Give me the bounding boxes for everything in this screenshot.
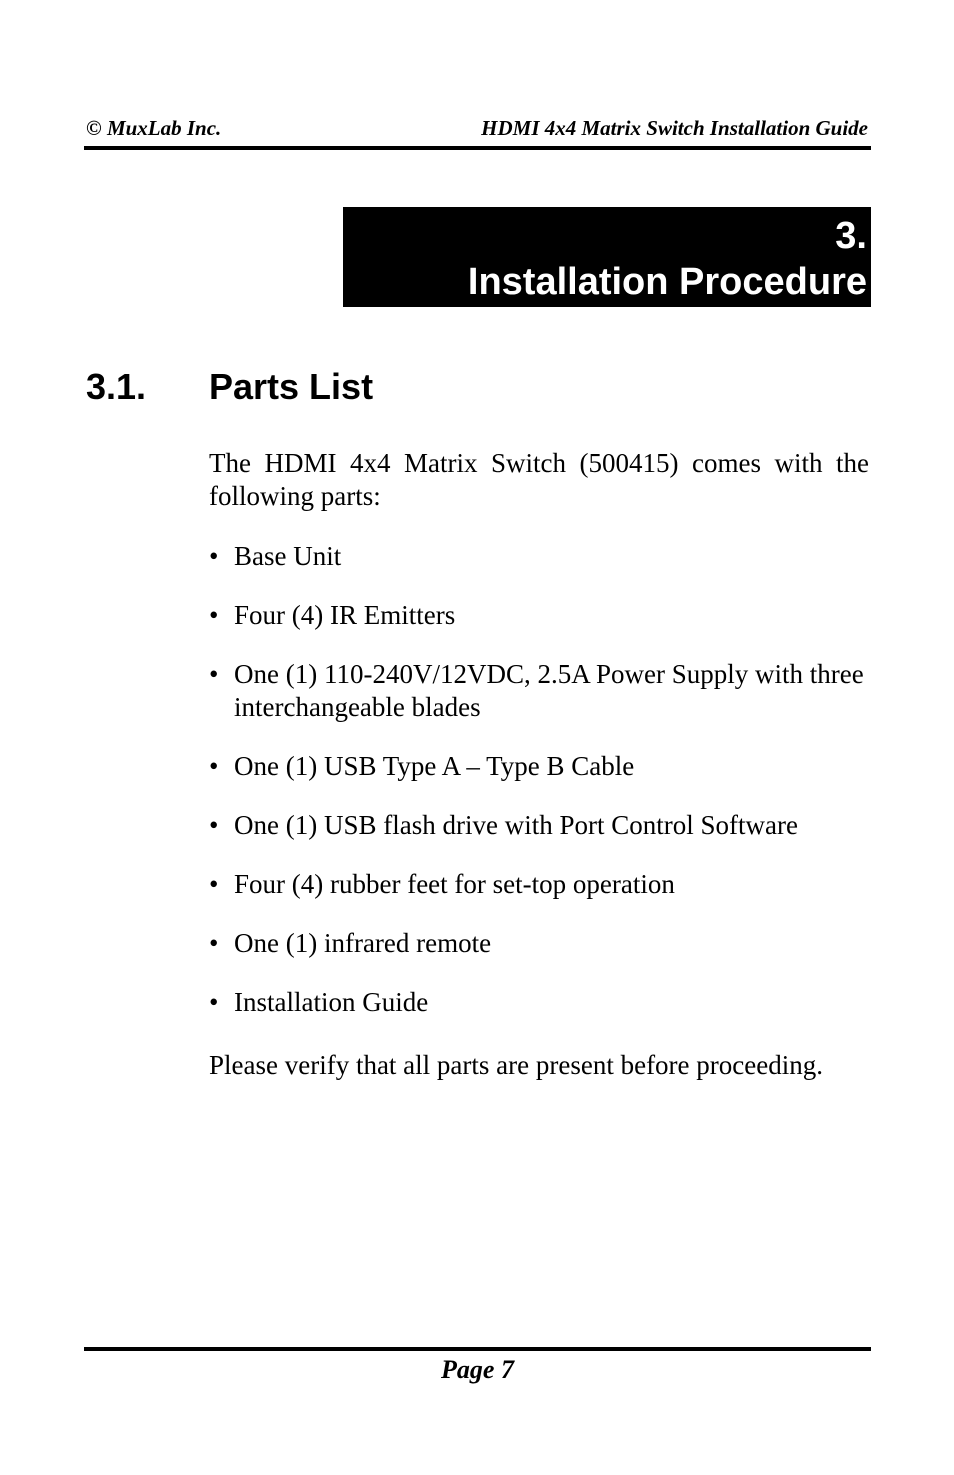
bullet-icon: • [209, 810, 219, 840]
chapter-number: 3. [835, 215, 867, 257]
list-item [209, 750, 869, 783]
list-item [209, 927, 869, 960]
bullet-icon: • [209, 600, 219, 630]
page-number: Page 7 [441, 1355, 514, 1384]
chapter-heading [343, 207, 871, 307]
list-item [209, 809, 869, 842]
bullet-icon: • [209, 869, 219, 899]
chapter-title: Installation Procedure [467, 261, 867, 303]
header-divider [84, 146, 871, 150]
section-number: 3.1. [86, 366, 147, 407]
part-label: Installation Guide [234, 987, 429, 1017]
list-item [209, 868, 869, 901]
footer-divider [84, 1347, 871, 1351]
part-label: Base Unit [234, 541, 342, 571]
list-item [209, 658, 869, 724]
bullet-icon: • [209, 987, 219, 1017]
part-label: Four (4) IR Emitters [234, 600, 456, 630]
list-item [209, 986, 869, 1019]
intro-paragraph: The HDMI 4x4 Matrix Switch (500415) comes with the following parts: [209, 448, 869, 511]
list-item [209, 599, 869, 632]
part-label: Four (4) rubber feet for set-top operation [234, 869, 675, 899]
header-copyright: © MuxLab Inc. [86, 116, 222, 140]
parts-list [209, 540, 869, 1045]
part-label: One (1) 110-240V/12VDC, 2.5A Power Supply with three interchangeable blades [234, 659, 864, 722]
part-label: One (1) USB flash drive with Port Control Software [234, 810, 798, 840]
header-document-title: HDMI 4x4 Matrix Switch Installation Guide [481, 116, 868, 140]
bullet-icon: • [209, 928, 219, 958]
part-label: One (1) USB Type A – Type B Cable [234, 751, 635, 781]
bullet-icon: • [209, 541, 219, 571]
bullet-icon: • [209, 659, 219, 689]
list-item [209, 540, 869, 573]
part-label: One (1) infrared remote [234, 928, 492, 958]
section-title: Parts List [209, 366, 374, 407]
page-header [84, 116, 870, 146]
bullet-icon: • [209, 751, 219, 781]
closing-paragraph: Please verify that all parts are present before proceeding. [209, 1050, 823, 1080]
